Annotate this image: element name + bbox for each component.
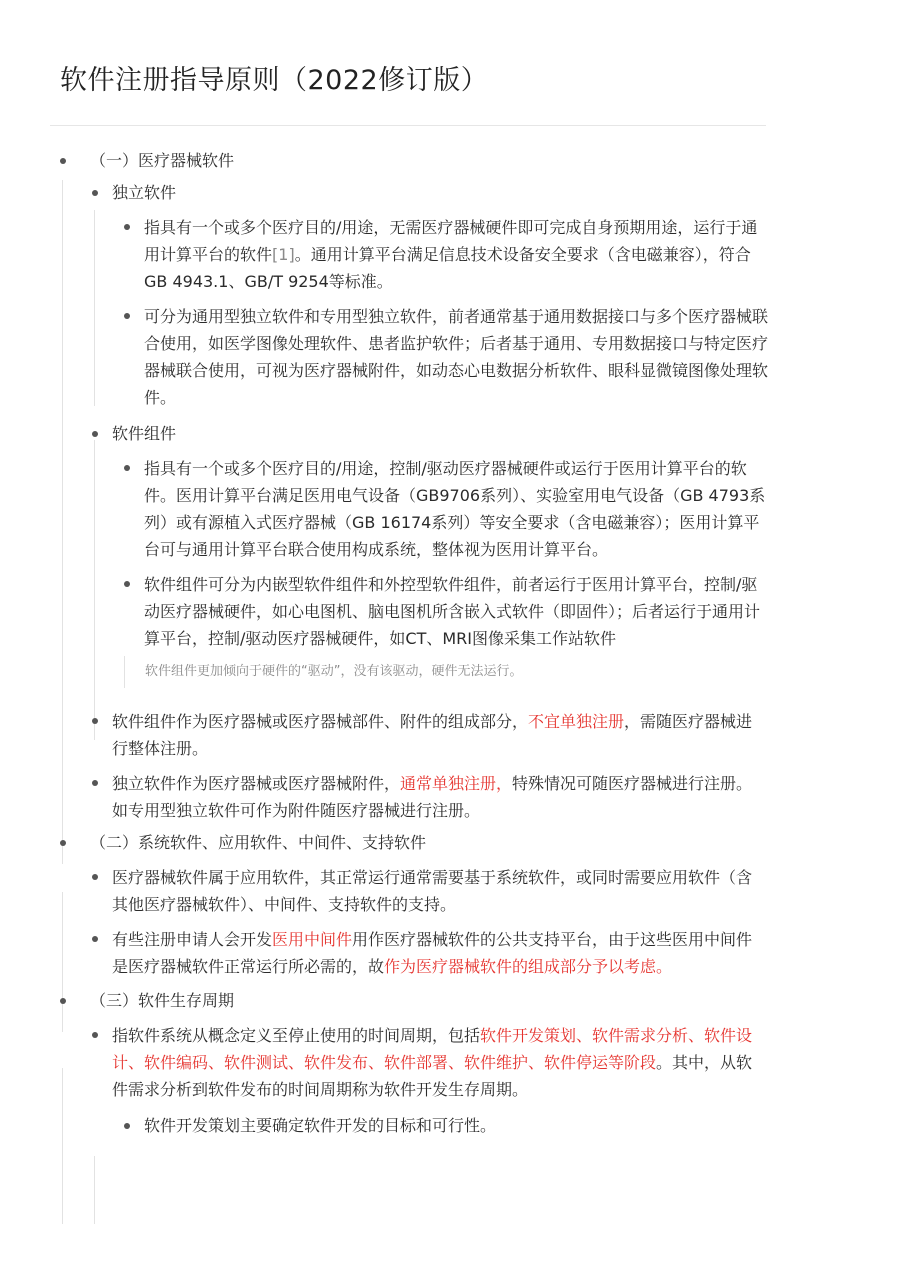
section-2-heading: （二）系统软件、应用软件、中间件、支持软件 (90, 833, 427, 852)
list-item (0, 455, 904, 563)
title-divider (50, 125, 766, 126)
bullet-icon (124, 224, 130, 230)
list-item (0, 770, 904, 824)
page-title: 软件注册指导原则（2022修订版） (60, 65, 489, 96)
list-item (0, 214, 904, 295)
sub-standalone-label: 独立软件 (112, 183, 177, 202)
highlight-text: 作为医疗器械软件的组成部分予以考虑。 (384, 957, 673, 976)
list-item (0, 1113, 904, 1139)
section-3-heading: （三）软件生存周期 (90, 991, 235, 1010)
item-text: 软件开发策划主要确定软件开发的目标和可行性。 (144, 1116, 497, 1135)
bullet-icon (124, 465, 130, 471)
list-item (0, 571, 904, 652)
item-text: 指软件系统从概念定义至停止使用的时间周期，包括 (112, 1026, 481, 1045)
item-text: 有些注册申请人会开发 (112, 930, 273, 949)
item-text: 指具有一个或多个医疗目的/用途，无需医疗器械硬件即可完成自身预期用途，运行于通用计算平台的软件 (144, 218, 758, 264)
list-item (0, 926, 904, 980)
outline-list (0, 148, 904, 1139)
bullet-icon (92, 431, 98, 437)
bullet-icon (124, 313, 130, 319)
section-1-heading: （一）医疗器械软件 (90, 151, 235, 170)
highlight-text: 通常单独注册， (400, 774, 513, 793)
item-text: 。通用计算平台满足信息技术设备安全要求（含电磁兼容），符合GB 4943.1、GB/T 9254等标准。 (144, 245, 751, 291)
item-text: 用作医疗器械软件的公共支持平台，由于这些医用中间件是医疗器械软件正常运行所必需的，故 (112, 930, 753, 976)
highlight-text: 不宜单独注册 (528, 712, 625, 731)
list-item (0, 303, 904, 411)
section-2 (0, 830, 904, 856)
bullet-icon (92, 874, 98, 880)
item-text: 软件组件作为医疗器械或医疗器械部件、附件的组成部分， (112, 712, 529, 731)
bullet-icon (60, 998, 66, 1004)
item-text: 指具有一个或多个医疗目的/用途，控制/驱动医疗器械硬件或运行于医用计算平台的软件。医用计算平台满足医用电气设备（GB9706系列）、实验室用电气设备（GB 4793系列）或有源植入式医疗器械（GB 16174系列）等安全要求（含电磁兼容）；医用计算平台可与通用计算平台联合使用构成系统，整体视为医用计算平台。 (144, 459, 766, 559)
item-text: 特殊情况可随医疗器械进行注册。如专用型独立软件可作为附件随医疗器械进行注册。 (112, 774, 753, 820)
list-item (0, 864, 904, 918)
bullet-icon (60, 840, 66, 846)
highlight-text: 软件开发策划、软件需求分析、软件设计、软件编码、软件测试、软件发布、软件部署、软件维护、软件停运等阶段 (112, 1026, 753, 1072)
bullet-icon (92, 190, 98, 196)
item-text: 软件组件可分为内嵌型软件组件和外控型软件组件，前者运行于医用计算平台，控制/驱动医疗器械硬件，如心电图机、脑电图机所含嵌入式软件（即固件）；后者运行于通用计算平台，控制/驱动医疗器械硬件，如CT、MRI图像采集工作站软件 (144, 575, 761, 648)
bullet-icon (92, 1032, 98, 1038)
item-text: 独立软件作为医疗器械或医疗器械附件， (112, 774, 401, 793)
reference-link[interactable]: [1] (272, 245, 295, 264)
section-1 (0, 148, 904, 174)
list-item (0, 708, 904, 762)
sub-software-component (0, 421, 904, 447)
bullet-icon (92, 936, 98, 942)
item-text: 可分为通用型独立软件和专用型独立软件，前者通常基于通用数据接口与多个医疗器械联合使用，如医学图像处理软件、患者监护软件；后者基于通用、专用数据接口与特定医疗器械联合使用，可视为医疗器械附件，如动态心电数据分析软件、眼科显微镜图像处理软件。 (144, 307, 769, 407)
section-3 (0, 988, 904, 1014)
sub-component-label: 软件组件 (112, 424, 177, 443)
sub-standalone-software (0, 180, 904, 206)
item-text: 医疗器械软件属于应用软件，其正常运行通常需要基于系统软件，或同时需要应用软件（含其他医疗器械软件）、中间件、支持软件的支持。 (112, 868, 753, 914)
list-item (0, 1022, 904, 1103)
note-block (0, 656, 904, 688)
bullet-icon (124, 581, 130, 587)
bullet-icon (60, 158, 66, 164)
bullet-icon (92, 718, 98, 724)
bullet-icon (92, 780, 98, 786)
outline-guide-6 (94, 1156, 95, 1224)
note-text: 软件组件更加倾向于硬件的“驱动”，没有该驱动，硬件无法运行。 (124, 656, 904, 688)
item-text: ，需随医疗器械进行整体注册。 (112, 712, 753, 758)
highlight-text: 医用中间件 (272, 930, 353, 949)
bullet-icon (124, 1123, 130, 1129)
item-text: 。其中，从软件需求分析到软件发布的时间周期称为软件开发生存周期。 (112, 1053, 753, 1099)
